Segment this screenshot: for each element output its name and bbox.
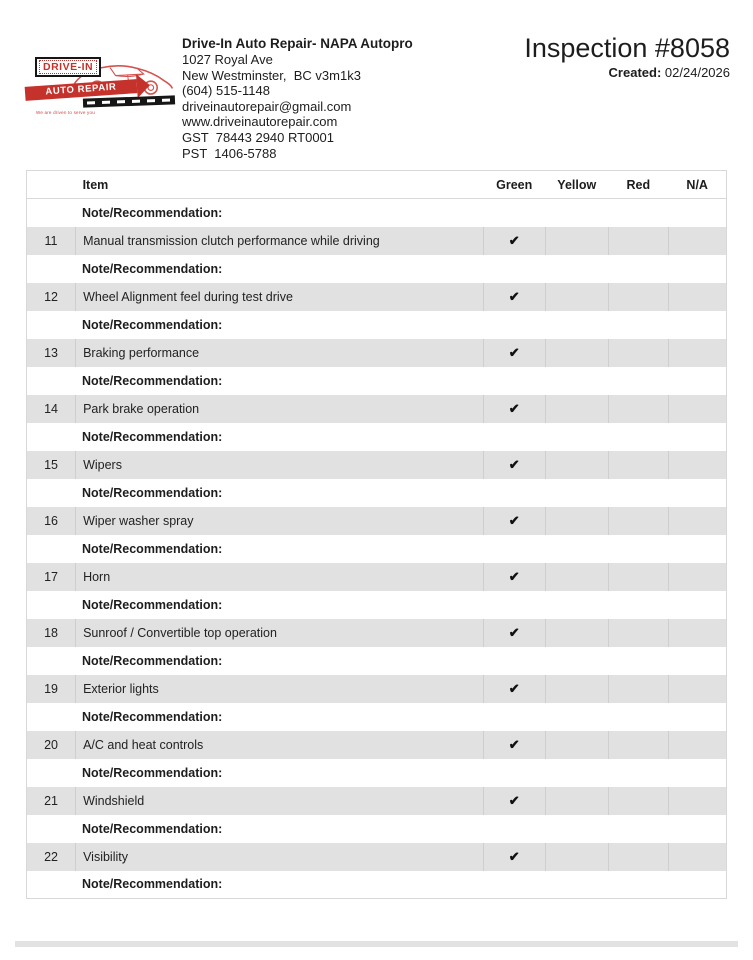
checkmark-icon: ✔ (483, 283, 545, 311)
note-row (27, 423, 727, 451)
status-cell-na (668, 619, 726, 647)
company-address-line: driveinautorepair@gmail.com (182, 98, 352, 114)
item-row (27, 227, 727, 255)
company-address-line: PST 1406-5788 (182, 145, 277, 161)
status-cell-yellow (545, 675, 608, 703)
status-cell-yellow (545, 507, 608, 535)
column-header-item: Item (76, 171, 484, 199)
status-cell-red (608, 227, 668, 255)
item-label: Sunroof / Convertible top operation (76, 619, 484, 647)
status-cell-na (668, 731, 726, 759)
company-address-line: www.driveinautorepair.com (182, 114, 338, 130)
item-label: A/C and heat controls (76, 731, 484, 759)
status-cell-na (668, 563, 726, 591)
status-cell-yellow (545, 619, 608, 647)
item-label: Wheel Alignment feel during test drive (76, 283, 484, 311)
item-number: 15 (27, 451, 76, 479)
status-cell-red (608, 787, 668, 815)
status-cell-red (608, 619, 668, 647)
status-cell-yellow (545, 451, 608, 479)
item-number: 16 (27, 507, 76, 535)
status-cell-yellow (545, 787, 608, 815)
logo-road-dashes (87, 99, 171, 104)
status-cell-na (668, 675, 726, 703)
item-row (27, 563, 727, 591)
logo-auto-repair-text: AUTO REPAIR (45, 81, 117, 98)
item-label: Visibility (76, 843, 484, 871)
checkmark-icon: ✔ (483, 227, 545, 255)
item-row (27, 843, 727, 871)
note-label: Note/Recommendation: (27, 759, 727, 787)
status-cell-red (608, 731, 668, 759)
status-cell-red (608, 451, 668, 479)
item-label: Windshield (76, 787, 484, 815)
column-header-number (27, 171, 76, 199)
note-label: Note/Recommendation: (27, 423, 727, 451)
logo-tagline: We are driven to serve you (36, 110, 95, 115)
status-cell-red (608, 843, 668, 871)
status-cell-na (668, 451, 726, 479)
note-row (27, 199, 727, 227)
checkmark-icon: ✔ (483, 731, 545, 759)
note-label: Note/Recommendation: (27, 255, 727, 283)
status-cell-red (608, 339, 668, 367)
note-row (27, 759, 727, 787)
item-label: Braking performance (76, 339, 484, 367)
note-label: Note/Recommendation: (27, 591, 727, 619)
note-label: Note/Recommendation: (27, 647, 727, 675)
note-label: Note/Recommendation: (27, 535, 727, 563)
inspection-title: Inspection #8058 (524, 33, 730, 63)
checkmark-icon: ✔ (483, 507, 545, 535)
note-label: Note/Recommendation: (27, 367, 727, 395)
item-number: 17 (27, 563, 76, 591)
item-label: Exterior lights (76, 675, 484, 703)
status-cell-na (668, 843, 726, 871)
checkmark-icon: ✔ (483, 339, 545, 367)
company-address-line: New Westminster, BC v3m1k3 (182, 67, 361, 83)
note-row (27, 591, 727, 619)
checkmark-icon: ✔ (483, 395, 545, 423)
item-label: Manual transmission clutch performance while driving (76, 227, 484, 255)
inspection-meta (524, 33, 730, 80)
note-label: Note/Recommendation: (27, 871, 727, 899)
note-row (27, 647, 727, 675)
item-number: 13 (27, 339, 76, 367)
company-address-line: (604) 515-1148 (182, 83, 270, 99)
status-cell-yellow (545, 283, 608, 311)
status-cell-na (668, 339, 726, 367)
column-header-yellow: Yellow (545, 171, 608, 199)
item-number: 20 (27, 731, 76, 759)
logo-drive-in-box (35, 57, 101, 77)
document-header (0, 0, 753, 170)
note-row (27, 479, 727, 507)
note-row (27, 311, 727, 339)
status-cell-red (608, 283, 668, 311)
note-row (27, 255, 727, 283)
note-label: Note/Recommendation: (27, 311, 727, 339)
item-row (27, 451, 727, 479)
logo-road-graphic (83, 95, 175, 107)
column-header-green: Green (483, 171, 545, 199)
note-row (27, 367, 727, 395)
note-label: Note/Recommendation: (27, 479, 727, 507)
item-row (27, 339, 727, 367)
status-cell-yellow (545, 227, 608, 255)
table-header-row (27, 171, 727, 199)
status-cell-yellow (545, 563, 608, 591)
item-number: 19 (27, 675, 76, 703)
item-row (27, 507, 727, 535)
checkmark-icon: ✔ (483, 451, 545, 479)
item-row (27, 731, 727, 759)
company-info-block (182, 36, 413, 161)
created-line (524, 65, 730, 80)
item-label: Wiper washer spray (76, 507, 484, 535)
status-cell-red (608, 563, 668, 591)
company-address-line: GST 78443 2940 RT0001 (182, 129, 335, 145)
status-cell-yellow (545, 395, 608, 423)
checkmark-icon: ✔ (483, 843, 545, 871)
item-row (27, 283, 727, 311)
note-label: Note/Recommendation: (27, 703, 727, 731)
note-row (27, 703, 727, 731)
item-label: Wipers (76, 451, 484, 479)
company-address-line: 1027 Royal Ave (182, 52, 273, 67)
company-name: Drive-In Auto Repair- NAPA Autopro (182, 36, 413, 51)
status-cell-yellow (545, 339, 608, 367)
company-logo (25, 57, 170, 113)
item-label: Park brake operation (76, 395, 484, 423)
column-header-na: N/A (668, 171, 726, 199)
status-cell-red (608, 675, 668, 703)
item-number: 11 (27, 227, 76, 255)
item-number: 22 (27, 843, 76, 871)
checkmark-icon: ✔ (483, 563, 545, 591)
column-header-red: Red (608, 171, 668, 199)
status-cell-yellow (545, 843, 608, 871)
status-cell-red (608, 395, 668, 423)
status-cell-na (668, 507, 726, 535)
item-number: 18 (27, 619, 76, 647)
status-cell-red (608, 507, 668, 535)
note-row (27, 815, 727, 843)
note-label: Note/Recommendation: (27, 199, 727, 227)
created-label: Created: (608, 65, 662, 80)
checkmark-icon: ✔ (483, 675, 545, 703)
status-cell-na (668, 227, 726, 255)
logo-drive-in-text: DRIVE-IN (39, 60, 97, 74)
item-row (27, 787, 727, 815)
inspection-table (26, 170, 727, 899)
company-address-lines (182, 52, 413, 161)
checkmark-icon: ✔ (483, 619, 545, 647)
status-cell-na (668, 395, 726, 423)
item-row (27, 395, 727, 423)
inspection-table-body (27, 199, 727, 899)
item-label: Horn (76, 563, 484, 591)
item-row (27, 675, 727, 703)
note-row (27, 871, 727, 899)
note-label: Note/Recommendation: (27, 815, 727, 843)
note-row (27, 535, 727, 563)
item-number: 21 (27, 787, 76, 815)
item-row (27, 619, 727, 647)
status-cell-yellow (545, 731, 608, 759)
created-date: 02/24/2026 (664, 65, 730, 80)
status-cell-na (668, 787, 726, 815)
next-section-edge (15, 941, 738, 947)
checkmark-icon: ✔ (483, 787, 545, 815)
item-number: 14 (27, 395, 76, 423)
status-cell-na (668, 283, 726, 311)
item-number: 12 (27, 283, 76, 311)
